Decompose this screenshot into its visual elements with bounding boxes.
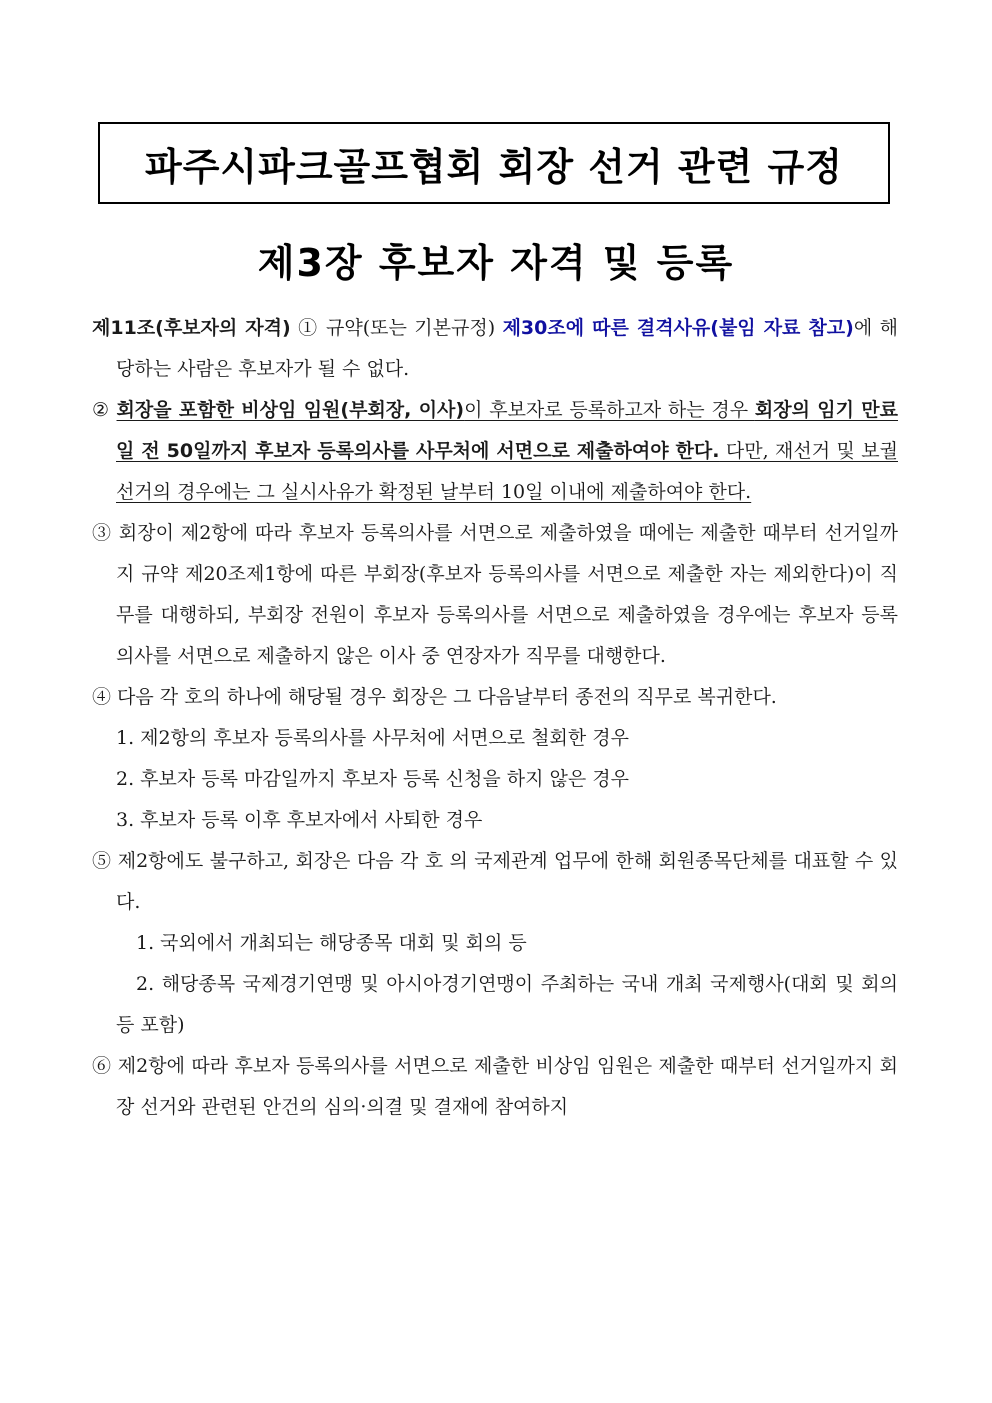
p2-text-1: 이 후보자로 등록하고자 하는 경우: [464, 399, 755, 421]
p2-number: ②: [92, 399, 117, 421]
article-11-heading: 제11조(후보자의 자격): [92, 317, 291, 339]
document-body: [92, 308, 898, 1128]
chapter-heading: 제3장 후보자 자격 및 등록: [257, 241, 735, 285]
article-11-p1-reference: 제30조에 따른 결격사유(붙임 자료 참고): [502, 317, 854, 339]
p4-item-2: 2. 후보자 등록 마감일까지 후보자 등록 신청을 하지 않은 경우: [116, 768, 629, 790]
p2-text-2: 다만, 재선거 및 보궐선거의 경우에는 그 실시사유가 확정된 날부터 10일 이내에 제출하여야 한다.: [116, 440, 898, 503]
article-11-p1-tail: 에 해당하는 사람은 후보자가 될 수 없다.: [116, 317, 898, 380]
p2-bold-2: 회장의 임기 만료일 전 50일까지 후보자 등록의사를 사무처에 서면으로 제출하여야 한다.: [116, 399, 899, 462]
p4-item-1: 1. 제2항의 후보자 등록의사를 사무처에 서면으로 철회한 경우: [116, 727, 629, 749]
p4-item-3: 3. 후보자 등록 이후 후보자에서 사퇴한 경우: [116, 809, 483, 831]
p2-bold-1: 회장을 포함한 비상임 임원(부회장, 이사): [116, 399, 465, 421]
article-11-paragraph-2: [92, 390, 898, 513]
article-11-paragraph-4: ④ 다음 각 호의 하나에 해당될 경우 회장은 그 다음날부터 종전의 직무로 복귀한다.: [92, 686, 777, 708]
article-11-paragraph-6: ⑥ 제2항에 따라 후보자 등록의사를 서면으로 제출한 비상임 임원은 제출한 때부터 선거일까지 회장 선거와 관련된 안건의 심의·의결 및 결재에 참여하지: [92, 1055, 898, 1118]
p5-item-2: 2. 해당종목 국제경기연맹 및 아시아경기연맹이 주최하는 국내 개최 국제행사(대회 및 회의 등 포함): [116, 973, 898, 1036]
article-11-paragraph-5: ⑤ 제2항에도 불구하고, 회장은 다음 각 호 의 국제관계 업무에 한해 회원종목단체를 대표할 수 있다.: [92, 850, 898, 913]
document-title: 파주시파크골프협회 회장 선거 관련 규정: [145, 144, 843, 189]
document-title-box: [98, 122, 890, 204]
article-11-paragraph-3: ③ 회장이 제2항에 따라 후보자 등록의사를 서면으로 제출하였을 때에는 제출한 때부터 선거일까지 규약 제20조제1항에 따른 부회장(후보자 등록의사를 서면으로 제출한 자는 제외한다)이 직무를 대행하되, 부회장 전원이 후보자 등록의사를 서면으로 제출하였을 경우에는 후보자 등록의사를 서면으로 제출하지 않은 이사 중 연장자가 직무를 대행한다.: [92, 522, 898, 667]
article-11-p1-lead: ① 규약(또는 기본규정): [290, 317, 503, 339]
p5-item-1: 1. 국외에서 개최되는 해당종목 대회 및 회의 등: [136, 932, 527, 954]
article-11-paragraph-1: [92, 308, 898, 390]
